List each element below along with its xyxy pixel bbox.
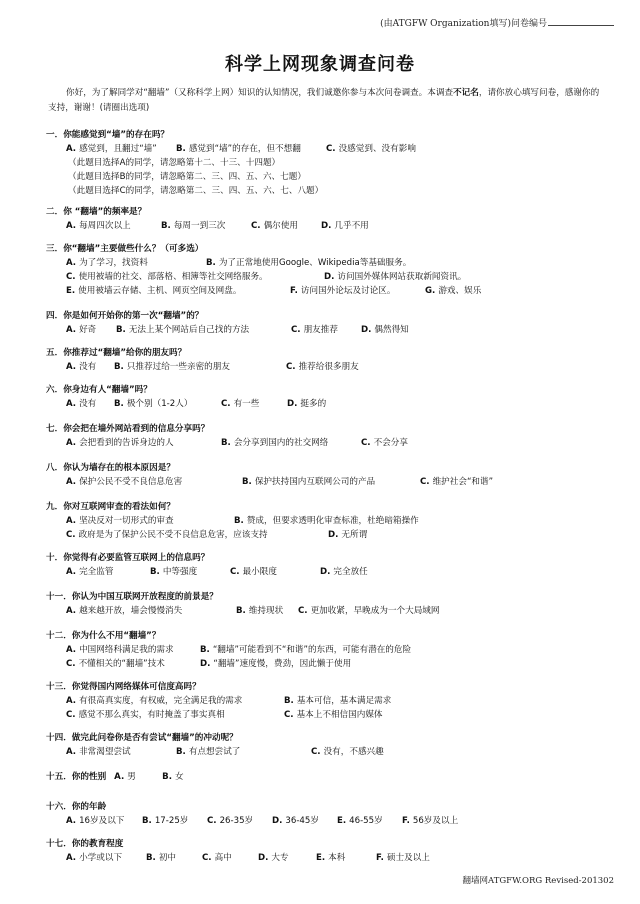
option-text: 维护社会“和谐” (432, 477, 494, 487)
option-b[interactable] (221, 436, 361, 450)
questionnaire-number-field (380, 16, 614, 29)
option-row (46, 397, 606, 411)
option-text: 有点想尝试了 (188, 747, 241, 757)
option-text: 本科 (328, 853, 346, 863)
option-letter: C. (326, 144, 339, 154)
question-title-text: 八．你认为墙存在的根本原因是？ (46, 463, 175, 473)
option-text: 完全放任 (333, 567, 368, 577)
option-letter: B. (176, 747, 189, 757)
option-c[interactable] (251, 219, 321, 233)
option-text: 中等强度 (162, 567, 198, 577)
option-b[interactable] (114, 360, 286, 374)
option-letter: D. (258, 853, 272, 863)
question-title-text: 九．你对互联网审查的看法如何？ (46, 502, 175, 512)
option-text: 17-25岁 (154, 816, 189, 826)
question-title-text: 十五．你的性别 (46, 772, 107, 782)
option-a[interactable] (66, 694, 284, 708)
question-title (46, 309, 606, 323)
option-letter: C. (221, 399, 234, 409)
option-c[interactable] (298, 604, 478, 618)
option-row (46, 745, 606, 759)
option-letter: A. (114, 772, 128, 782)
option-text: 初中 (158, 853, 177, 863)
option-row (46, 360, 606, 374)
option-letter: D. (320, 567, 334, 577)
option-letter: A. (66, 567, 80, 577)
option-c[interactable] (311, 745, 411, 759)
question-title-text: 十一．你认为中国互联网开放程度的前景是？ (46, 592, 218, 602)
option-a[interactable] (66, 851, 146, 865)
option-text: 更加收紧，早晚成为一个大局域网 (310, 606, 440, 616)
option-c[interactable] (284, 708, 434, 722)
option-text: 基本上不相信国内媒体 (296, 710, 383, 720)
option-b[interactable] (200, 643, 460, 657)
option-letter: B. (234, 516, 247, 526)
option-text: 只推荐过给一些亲密的朋友 (126, 362, 230, 372)
option-text: 朋友推荐 (303, 325, 338, 335)
option-letter: B. (162, 772, 175, 782)
option-row (46, 528, 606, 542)
option-letter: B. (146, 853, 159, 863)
option-text: 偶然得知 (374, 325, 409, 335)
option-d[interactable] (361, 323, 421, 337)
option-row (46, 604, 606, 618)
option-letter: C. (361, 438, 374, 448)
option-letter: B. (150, 567, 163, 577)
option-text: 维持现状 (248, 606, 284, 616)
option-a[interactable] (66, 256, 206, 270)
option-letter: C. (284, 710, 297, 720)
option-letter: D. (328, 530, 342, 540)
option-text: 为了学习，找资料 (79, 258, 148, 268)
question-title (46, 800, 606, 814)
option-text: 赞成，但要求透明化审查标准，杜绝暗箱操作 (246, 516, 419, 526)
option-text: 女 (174, 772, 184, 782)
question-title (46, 461, 606, 475)
option-letter: C. (298, 606, 311, 616)
option-letter: C. (66, 710, 79, 720)
option-row (46, 323, 606, 337)
option-text: 访问国外论坛及讨论区。 (300, 286, 396, 296)
option-text: 56岁及以上 (412, 816, 459, 826)
option-c[interactable] (230, 565, 320, 579)
question-block (46, 500, 606, 542)
option-letter: A. (66, 696, 80, 706)
option-letter: D. (321, 221, 335, 231)
option-d[interactable] (321, 219, 381, 233)
option-letter: D. (200, 659, 214, 669)
option-row (46, 256, 606, 270)
question-note: （此题目选择A的同学，请忽略第十二、十三、十四题） (68, 158, 281, 168)
option-a[interactable] (66, 323, 116, 337)
question-title (46, 590, 606, 604)
question-title (46, 629, 606, 643)
question-title-text: 十六．你的年龄 (46, 802, 107, 812)
option-letter: B. (242, 477, 255, 487)
option-letter: C. (230, 567, 243, 577)
option-a[interactable] (114, 770, 154, 784)
option-letter: C. (291, 325, 304, 335)
question-title (46, 500, 606, 514)
intro-text-part2: ，请你放心填写问卷，感谢你的支持，谢谢！(请圈出选项) (48, 88, 600, 113)
option-a[interactable] (66, 604, 236, 618)
option-letter: A. (66, 144, 80, 154)
question-block (46, 770, 606, 784)
question-title-text: 二．你 “翻墙”的频率是？ (46, 207, 147, 217)
question-block (46, 680, 606, 722)
option-text: 不懂相关的“翻墙”技术 (78, 659, 165, 669)
option-text: “翻墙”可能看到不“和谐”的东西，可能有潜在的危险 (212, 645, 412, 655)
question-title (46, 680, 606, 694)
option-a[interactable] (66, 219, 161, 233)
question-title-text: 十四．做完此问卷你是否有尝试“翻墙”的冲动呢？ (46, 733, 238, 743)
question-title-text: 七．你会把在墙外网站看到的信息分享吗？ (46, 424, 210, 434)
option-row (46, 814, 606, 828)
option-text: 坚决反对一切形式的审查 (79, 516, 174, 526)
option-letter: A. (66, 853, 80, 863)
question-title (46, 346, 606, 360)
option-a[interactable] (66, 514, 234, 528)
question-title (46, 242, 606, 256)
question-title (46, 837, 606, 851)
option-text: 硕士及以上 (386, 853, 430, 863)
option-letter: D. (324, 272, 338, 282)
option-a[interactable] (66, 360, 114, 374)
option-letter: D. (287, 399, 301, 409)
option-c[interactable] (420, 475, 520, 489)
option-f[interactable] (376, 851, 446, 865)
option-letter: A. (66, 438, 80, 448)
option-b[interactable] (162, 770, 192, 784)
questionnaire-number-blank[interactable] (548, 16, 614, 26)
option-row (46, 436, 606, 450)
option-text: 推荐给很多朋友 (298, 362, 359, 372)
question-title (46, 205, 606, 219)
question-block (46, 205, 606, 233)
option-row (46, 565, 606, 579)
question-title (46, 128, 606, 142)
option-letter: C. (311, 747, 324, 757)
question-block (46, 837, 606, 865)
question-block (46, 383, 606, 411)
option-text: 为了正常地使用Google、Wikipedia等基础服务。 (218, 258, 412, 268)
option-b[interactable] (236, 604, 298, 618)
option-a[interactable] (66, 436, 221, 450)
option-c[interactable] (202, 851, 258, 865)
page-title: 科学上网现象调查问卷 (225, 54, 415, 75)
option-b[interactable] (146, 851, 202, 865)
question-block (46, 800, 606, 828)
intro-paragraph (48, 86, 604, 116)
option-letter: G. (425, 286, 439, 296)
option-row (46, 694, 606, 708)
question-block (46, 629, 606, 671)
option-d[interactable] (320, 565, 380, 579)
question-block (46, 731, 606, 759)
option-text: 高中 (214, 853, 232, 863)
option-letter: C. (286, 362, 299, 372)
option-text: 使用被墙云存储、主机、网页空间及网盘。 (78, 286, 242, 296)
option-e[interactable] (66, 284, 290, 298)
option-d[interactable] (200, 657, 400, 671)
option-letter: B. (236, 606, 249, 616)
option-d[interactable] (328, 528, 388, 542)
option-f[interactable] (290, 284, 425, 298)
option-letter: A. (66, 747, 80, 757)
option-letter: C. (202, 853, 215, 863)
option-g[interactable] (425, 284, 485, 298)
option-letter: B. (176, 144, 189, 154)
questionnaire-number-label: (由ATGFW Organization填写)问卷编号 (380, 19, 547, 29)
option-a[interactable] (66, 397, 114, 411)
option-text: 基本可信，基本满足需求 (296, 696, 392, 706)
option-text: 保护公民不受不良信息危害 (79, 477, 183, 487)
option-text: 偶尔使用 (263, 221, 298, 231)
option-b[interactable] (242, 475, 420, 489)
option-c[interactable] (207, 814, 272, 828)
option-text: 会把看到的告诉身边的人 (79, 438, 174, 448)
option-letter: B. (114, 362, 127, 372)
question-block (46, 551, 606, 579)
question-note: （此题目选择B的同学，请忽略第二、三、四、五、六、七题） (68, 172, 306, 182)
option-b[interactable] (161, 219, 251, 233)
option-row (46, 643, 606, 657)
option-text: 会分享到国内的社交网络 (233, 438, 329, 448)
option-text: 使用被墙的社交、部落格、相簿等社交网络服务。 (78, 272, 268, 282)
option-c[interactable] (361, 436, 431, 450)
question-title-text: 十七．你的教育程度 (46, 839, 124, 849)
footer-text: 翻墙网ATGFW.ORG Revised-201302 (462, 876, 614, 886)
option-c[interactable] (221, 397, 287, 411)
option-b[interactable] (176, 745, 311, 759)
intro-text-part1: 你好，为了解同学对“翻墙”（又称科学上网）知识的认知情况，我们诚邀你参与本次问卷调查。本调查 (66, 88, 454, 98)
option-text: 不会分享 (373, 438, 408, 448)
option-d[interactable] (258, 851, 316, 865)
question-block (46, 346, 606, 374)
question-block (46, 461, 606, 489)
option-letter: B. (116, 325, 129, 335)
option-letter: F. (376, 853, 387, 863)
option-text: 没有 (79, 362, 97, 372)
option-letter: C. (66, 659, 79, 669)
option-letter: E. (337, 816, 350, 826)
option-a[interactable] (66, 475, 242, 489)
option-row (46, 270, 606, 284)
option-text: 感觉到，且翻过“墙” (79, 144, 157, 154)
question-block (46, 128, 606, 198)
option-b[interactable] (114, 397, 221, 411)
option-text: 26-35岁 (219, 816, 254, 826)
option-text: 挺多的 (300, 399, 327, 409)
option-b[interactable] (206, 256, 426, 270)
option-row (46, 514, 606, 528)
option-text: 极个别（1-2人） (126, 399, 193, 409)
option-text: 小学或以下 (79, 853, 123, 863)
option-text: 没有，不感兴趣 (323, 747, 384, 757)
option-text: 有一些 (233, 399, 260, 409)
option-text: 16岁及以下 (79, 816, 125, 826)
option-letter: A. (66, 816, 80, 826)
option-letter: B. (161, 221, 174, 231)
option-text: 每周四次以上 (79, 221, 131, 231)
option-text: 男 (127, 772, 136, 782)
option-letter: A. (66, 516, 80, 526)
option-text: 好奇 (79, 325, 97, 335)
option-letter: E. (316, 853, 329, 863)
option-b[interactable] (150, 565, 230, 579)
option-letter: A. (66, 258, 80, 268)
question-block (46, 422, 606, 450)
option-letter: C. (420, 477, 433, 487)
option-row (46, 657, 606, 671)
option-letter: F. (402, 816, 413, 826)
option-text: 感觉不那么真实，有时掩盖了事实真相 (78, 710, 225, 720)
option-text: 中国网络科满足我的需求 (79, 645, 174, 655)
option-c[interactable] (66, 708, 284, 722)
question-title (46, 731, 606, 745)
question-title (46, 770, 606, 784)
option-text: 保护扶持国内互联网公司的产品 (254, 477, 376, 487)
option-row (46, 142, 606, 156)
option-b[interactable] (176, 142, 326, 156)
option-c[interactable] (66, 270, 324, 284)
question-title-text: 十三．你觉得国内网络媒体可信度高吗？ (46, 682, 201, 692)
option-text: 访问国外媒体网站获取新闻资讯。 (337, 272, 467, 282)
question-title-text: 十．你觉得有必要监管互联网上的信息吗？ (46, 553, 210, 563)
option-d[interactable] (324, 270, 484, 284)
option-text: 无所谓 (341, 530, 368, 540)
option-letter: C. (66, 530, 79, 540)
option-text: 完全监管 (79, 567, 114, 577)
option-b[interactable] (142, 814, 207, 828)
option-text: 46-55岁 (349, 816, 383, 826)
question-title-text: 十二．你为什么不用“翻墙”？ (46, 631, 161, 641)
option-letter: F. (290, 286, 301, 296)
option-letter: A. (66, 221, 80, 231)
option-text: 非常渴望尝试 (79, 747, 131, 757)
option-c[interactable] (326, 142, 426, 156)
option-letter: C. (66, 272, 79, 282)
question-title (46, 551, 606, 565)
option-c[interactable] (66, 528, 328, 542)
option-letter: E. (66, 286, 79, 296)
option-c[interactable] (286, 360, 386, 374)
option-letter: D. (272, 816, 286, 826)
question-title (46, 422, 606, 436)
option-text: 每周一到三次 (173, 221, 226, 231)
option-text: 最小限度 (242, 567, 277, 577)
option-row (46, 708, 606, 722)
question-title-text: 六．你身边有人“翻墙”吗？ (46, 385, 152, 395)
option-d[interactable] (272, 814, 337, 828)
option-a[interactable] (66, 745, 176, 759)
option-text: 几乎不用 (334, 221, 369, 231)
option-letter: A. (66, 606, 80, 616)
option-letter: A. (66, 325, 80, 335)
option-c[interactable] (291, 323, 361, 337)
option-a[interactable] (66, 814, 142, 828)
option-letter: A. (66, 399, 80, 409)
option-c[interactable] (66, 657, 200, 671)
option-letter: A. (66, 477, 80, 487)
question-title-text: 五．你推荐过“翻墙”给你的朋友吗？ (46, 348, 187, 358)
option-text: 36-45岁 (285, 816, 319, 826)
question-block (46, 590, 606, 618)
option-text: 感觉到“墙”的存在，但不想翻 (188, 144, 301, 154)
option-f[interactable] (402, 814, 472, 828)
option-text: 游戏、娱乐 (438, 286, 482, 296)
option-row (46, 284, 606, 298)
option-text: 大专 (271, 853, 289, 863)
option-text: 没有 (79, 399, 97, 409)
option-letter: B. (142, 816, 155, 826)
option-d[interactable] (287, 397, 337, 411)
option-a[interactable] (66, 565, 150, 579)
option-letter: A. (66, 362, 80, 372)
option-text: 没感觉到、没有影响 (338, 144, 416, 154)
question-title (46, 383, 606, 397)
option-text: 政府是为了保护公民不受不良信息危害，应该支持 (78, 530, 268, 540)
option-letter: B. (284, 696, 297, 706)
option-letter: C. (251, 221, 264, 231)
option-letter: B. (114, 399, 127, 409)
question-title-text: 一．你能感觉到“墙”的存在吗？ (46, 130, 170, 140)
option-letter: B. (221, 438, 234, 448)
option-letter: D. (361, 325, 375, 335)
option-text: 无法上某个网站后自己找的方法 (128, 325, 250, 335)
option-text: “翻墙”速度慢，费劲，因此懒于使用 (213, 659, 352, 669)
option-letter: B. (206, 258, 219, 268)
question-title-text: 三．你“翻墙”主要做些什么？（可多选） (46, 244, 204, 254)
option-letter: B. (200, 645, 213, 655)
option-row (46, 851, 606, 865)
option-letter: C. (207, 816, 220, 826)
option-row (46, 475, 606, 489)
option-a[interactable] (66, 142, 176, 156)
question-block (46, 242, 606, 298)
option-b[interactable] (284, 694, 434, 708)
intro-text-bold: 不记名 (453, 88, 479, 98)
question-note: （此题目选择C的同学，请忽略第二、三、四、五、六、七、八题） (68, 186, 324, 196)
option-e[interactable] (337, 814, 402, 828)
option-e[interactable] (316, 851, 376, 865)
question-title-text: 四．你是如何开始你的第一次“翻墙”的？ (46, 311, 204, 321)
option-a[interactable] (66, 643, 200, 657)
question-block (46, 309, 606, 337)
option-text: 越来越开放，墙会慢慢消失 (79, 606, 183, 616)
option-b[interactable] (116, 323, 291, 337)
option-letter: A. (66, 645, 80, 655)
option-text: 有很高真实度，有权威，完全满足我的需求 (79, 696, 243, 706)
option-b[interactable] (234, 514, 464, 528)
option-row (46, 219, 606, 233)
